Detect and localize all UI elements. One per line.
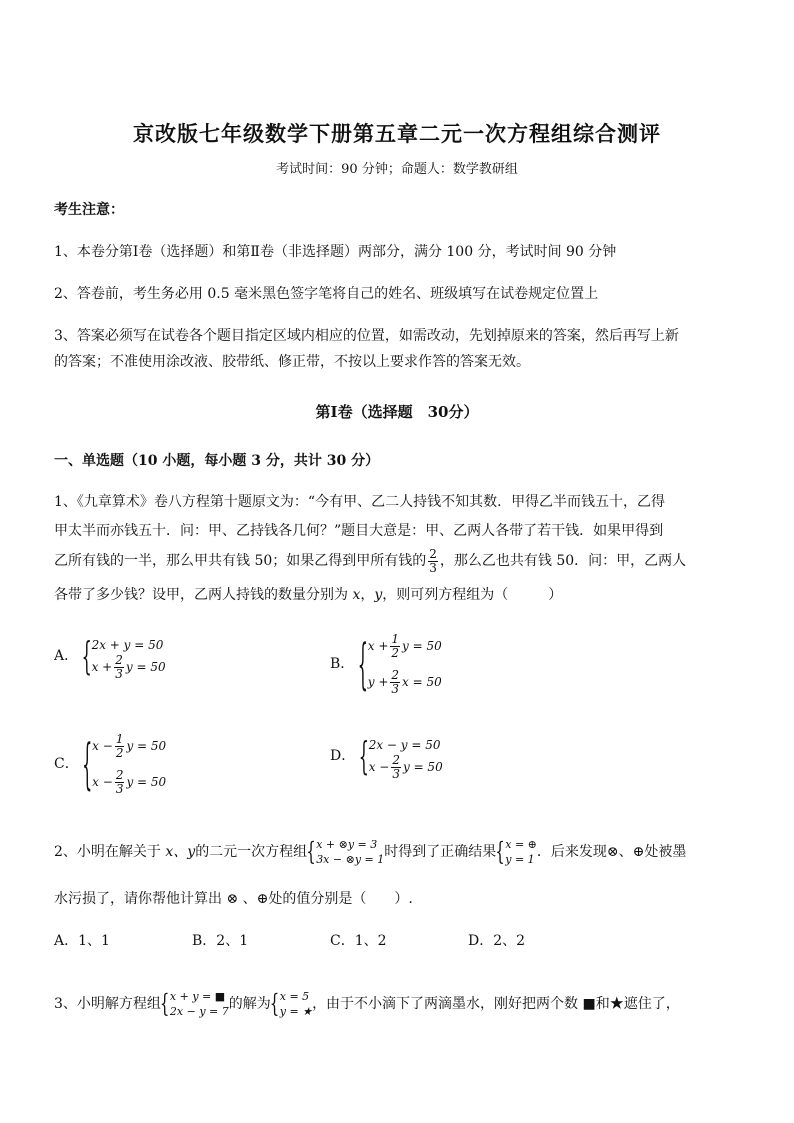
q1-option-b[interactable]: B． { x + $\frac{1}{2}$ y = 50 y + $\frac{2}{3}$ x = 50	[330, 628, 442, 700]
q2-option-a[interactable]: A．1、1	[54, 933, 110, 949]
equation-system: { x − $\frac{1}{2}$ y = 50 x − $\frac{2}{3}$ y = 50	[83, 728, 166, 800]
notice-heading: 考生注意：	[54, 202, 124, 218]
notice-item-1: 1、本卷分第Ⅰ卷（选择题）和第Ⅱ卷（非选择题）两部分，满分 100 分，考试时间 90 分钟	[54, 244, 617, 260]
equation-system: { 2x + y = 50 x + $\frac{2}{3}$ y = 50	[83, 634, 166, 678]
q1-line-1: 1、《九章算术》卷八方程第十题原文为：“今有甲、乙二人持钱不知其数．甲得乙半而钱五十，乙得	[54, 494, 666, 510]
notice-item-3: 3、答案必须写在试卷各个题目指定区域内相应的位置，如需改动，先划掉原来的答案，然后再写上新	[54, 328, 679, 344]
q2-line-1: 2、小明在解关于 x、y的二元一次方程组 { x + ⊗y = 3 3x − ⊗y = 1 时得到了正确结果 { x = ⊕ y = 1 ．后来发现⊗、⊕处被墨	[54, 834, 686, 870]
solution-system: { x = ⊕ y = 1	[496, 837, 537, 867]
exam-info: 考试时间：90 分钟；命题人：数学教研组	[276, 162, 518, 177]
q1-line-3	[54, 546, 686, 576]
equation-system: { 2x − y = 50 x − $\frac{2}{3}$ y = 50	[360, 734, 443, 778]
part1-title: 第Ⅰ卷（选择题 30分）	[315, 403, 479, 421]
q2-line-2: 水污损了，请你帮他计算出 ⊗ 、⊕处的值分别是（ ）.	[54, 891, 413, 907]
q1-line-3b: ，那么乙也共有钱 50．问：甲，乙两人	[439, 553, 687, 569]
q1-option-c[interactable]: C． { x − $\frac{1}{2}$ y = 50 x − $\frac{2}{3}$ y = 50	[54, 728, 166, 800]
equation-system: { x + ⊗y = 3 3x − ⊗y = 1	[307, 837, 384, 867]
solution-system: { x = 5 y = ★	[271, 989, 312, 1019]
q1-line-3a: 乙所有钱的一半，那么甲共有钱 50；如果乙得到甲所有钱的	[54, 553, 427, 569]
q1-fraction: $\frac{2}{3}$	[429, 546, 437, 575]
page-title: 京改版七年级数学下册第五章二元一次方程组综合测评	[133, 121, 661, 146]
q3-line-1: 3、小明解方程组 { x + y = ■ 2x − y = 7 的解为 { x = 5 y = ★ ，由于不小滴下了两滴墨水，刚好把两个数 ■和★遮住了，	[54, 986, 680, 1022]
q2-option-b[interactable]: B．2、1	[192, 933, 249, 949]
q2-option-d[interactable]: D．2、2	[468, 933, 526, 949]
notice-item-2: 2、答卷前，考生务必用 0.5 毫米黑色签字笔将自己的姓名、班级填写在试卷规定位置上	[54, 286, 599, 302]
equation-system: { x + y = ■ 2x − y = 7	[161, 989, 229, 1019]
q1-option-a[interactable]: A． { 2x + y = 50 x + $\frac{2}{3}$ y = 50	[54, 634, 166, 678]
q1-line-4: 各带了多少钱？设甲，乙两人持钱的数量分别为 x，y，则可列方程组为（ ）	[54, 587, 563, 603]
equation-system: { x + $\frac{1}{2}$ y = 50 y + $\frac{2}{3}$ x = 50	[359, 628, 442, 700]
q1-option-d[interactable]: D． { 2x − y = 50 x − $\frac{2}{3}$ y = 50	[330, 734, 443, 778]
notice-item-3-cont: 的答案；不准使用涂改液、胶带纸、修正带，不按以上要求作答的答案无效。	[54, 354, 530, 370]
q1-line-2: 甲太半而亦钱五十．问：甲、乙持钱各几何？”题目大意是：甲、乙两人各带了若干钱．如果甲得到	[54, 523, 664, 539]
q2-option-c[interactable]: C．1、2	[330, 933, 387, 949]
section-heading: 一、单选题（10 小题，每小题 3 分，共计 30 分）	[54, 453, 380, 469]
